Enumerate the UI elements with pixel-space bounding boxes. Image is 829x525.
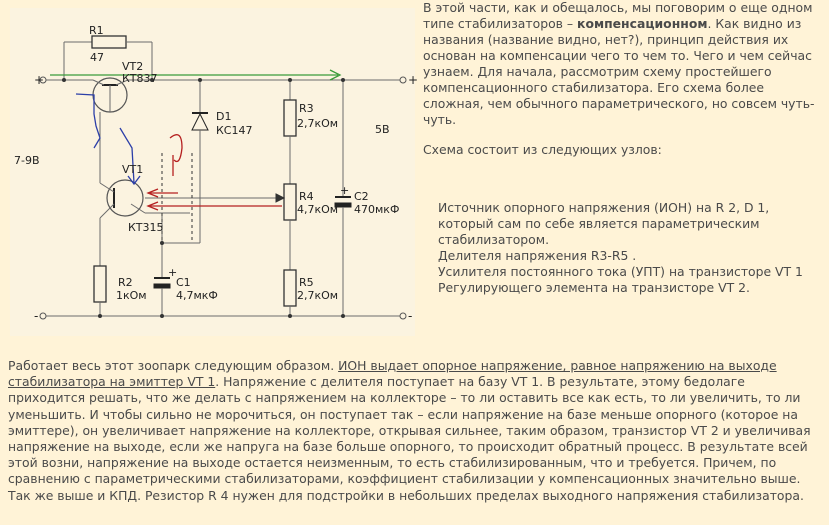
intro-text-block (423, 0, 823, 158)
output-voltage: 5В (375, 123, 390, 136)
units-list-item: Делителя напряжения R3-R5 . (438, 248, 637, 263)
d1-name: D1 (216, 110, 232, 123)
r1-name: R1 (89, 24, 104, 37)
stabilizer-schematic (10, 8, 419, 336)
units-list-item: Усилителя постоянного тока (УПТ) на транзисторе VT 1 (438, 264, 803, 279)
r4-value: 4,7кОм (297, 203, 339, 216)
units-intro: Схема состоит из следующих узлов: (423, 142, 662, 157)
c2-value: 470мкФ (354, 203, 400, 216)
c1-value: 4,7мкФ (176, 289, 218, 302)
units-list (438, 200, 826, 296)
input-voltage: 7-9В (14, 154, 40, 167)
input-plus-terminal-sign: + (34, 73, 45, 87)
c2-plus-sign: + (340, 184, 350, 197)
output-plus-terminal-sign: + (408, 73, 419, 87)
explanation-rest: . Напряжение с делителя поступает на базу VT 1. В результате, этому бедолаге приходится решать, что же делать с напряжением на коллекторе – то ли оставить все как есть, то ли увеличить, то ли уменьшить. И чтобы сильно не морочиться, он поступает так – если напряжение на базе меньше опорного (которое на эмиттере), он увеличивает напряжение на коллекторе, открывая сильнее, таким образом, транзистор VT 2 и увеличивая напряжение на выходе, если же напруга на базе больше опорного, то происходит обратный процесс. В результате всей этой возни, напряжение на выходе остается неизменным, то есть стабилизированным, что и требуется. Причем, по сравнению с параметрическими стабилизаторами, коэффициент стабилизации у компенсационных значительно выше. Так же выше и КПД. Резистор R 4 нужен для подстройки в небольших пределах выходного напряжения стабилизатора. (8, 374, 811, 503)
intro-bold-term: компенсационном (577, 16, 708, 31)
d1-type: КС147 (216, 124, 253, 137)
r5-name: R5 (299, 276, 314, 289)
c1-plus-sign: + (168, 266, 178, 279)
intro-paragraph (423, 0, 823, 128)
intro-text-before-bold: В этой части, как и обещалось, мы поговорим о еще одном типе стабилизаторов – (423, 0, 813, 31)
vt1-type: КТ315 (128, 221, 164, 234)
vt2-type: КТ837 (122, 72, 158, 85)
units-list-item: Регулирующего элемента на транзисторе VT 2. (438, 280, 750, 295)
r5-value: 2,7кОм (297, 289, 339, 302)
r2-name: R2 (118, 276, 133, 289)
c2-name: C2 (354, 190, 369, 203)
r2-value: 1кОм (116, 289, 147, 302)
input-minus-terminal-sign: - (34, 309, 39, 323)
explanation-lead: Работает весь этот зоопарк следующим образом. (8, 358, 339, 373)
c1-name: C1 (176, 276, 191, 289)
r3-name: R3 (299, 102, 314, 115)
output-minus-terminal-sign: - (408, 309, 413, 323)
units-list-item: Источник опорного напряжения (ИОН) на R 2, D 1, который сам по себе является параметрическим стабилизатором. (438, 200, 770, 247)
r1-value: 47 (90, 51, 104, 64)
r4-name: R4 (299, 190, 314, 203)
vt2-name: VT2 (122, 60, 144, 73)
r3-value: 2,7кОм (297, 117, 339, 130)
explanation-underlined: ИОН выдает опорное напряжение, равное напряжению на выходе стабилизатора на эмиттер VT 1 (8, 358, 777, 390)
explanation-paragraph (8, 358, 823, 504)
intro-text-after-bold: . Как видно из названия (название видно, нет?), принцип действия их основан на компенсации чего то чем то. Чего и чем сейчас узнаем. Для начала, рассмотрим схему простейшего компенсационного стабилизатора. Его схема более сложная, чем обычного параметрического, но совсем чуть-чуть. (423, 16, 815, 127)
vt1-name: VT1 (122, 163, 144, 176)
